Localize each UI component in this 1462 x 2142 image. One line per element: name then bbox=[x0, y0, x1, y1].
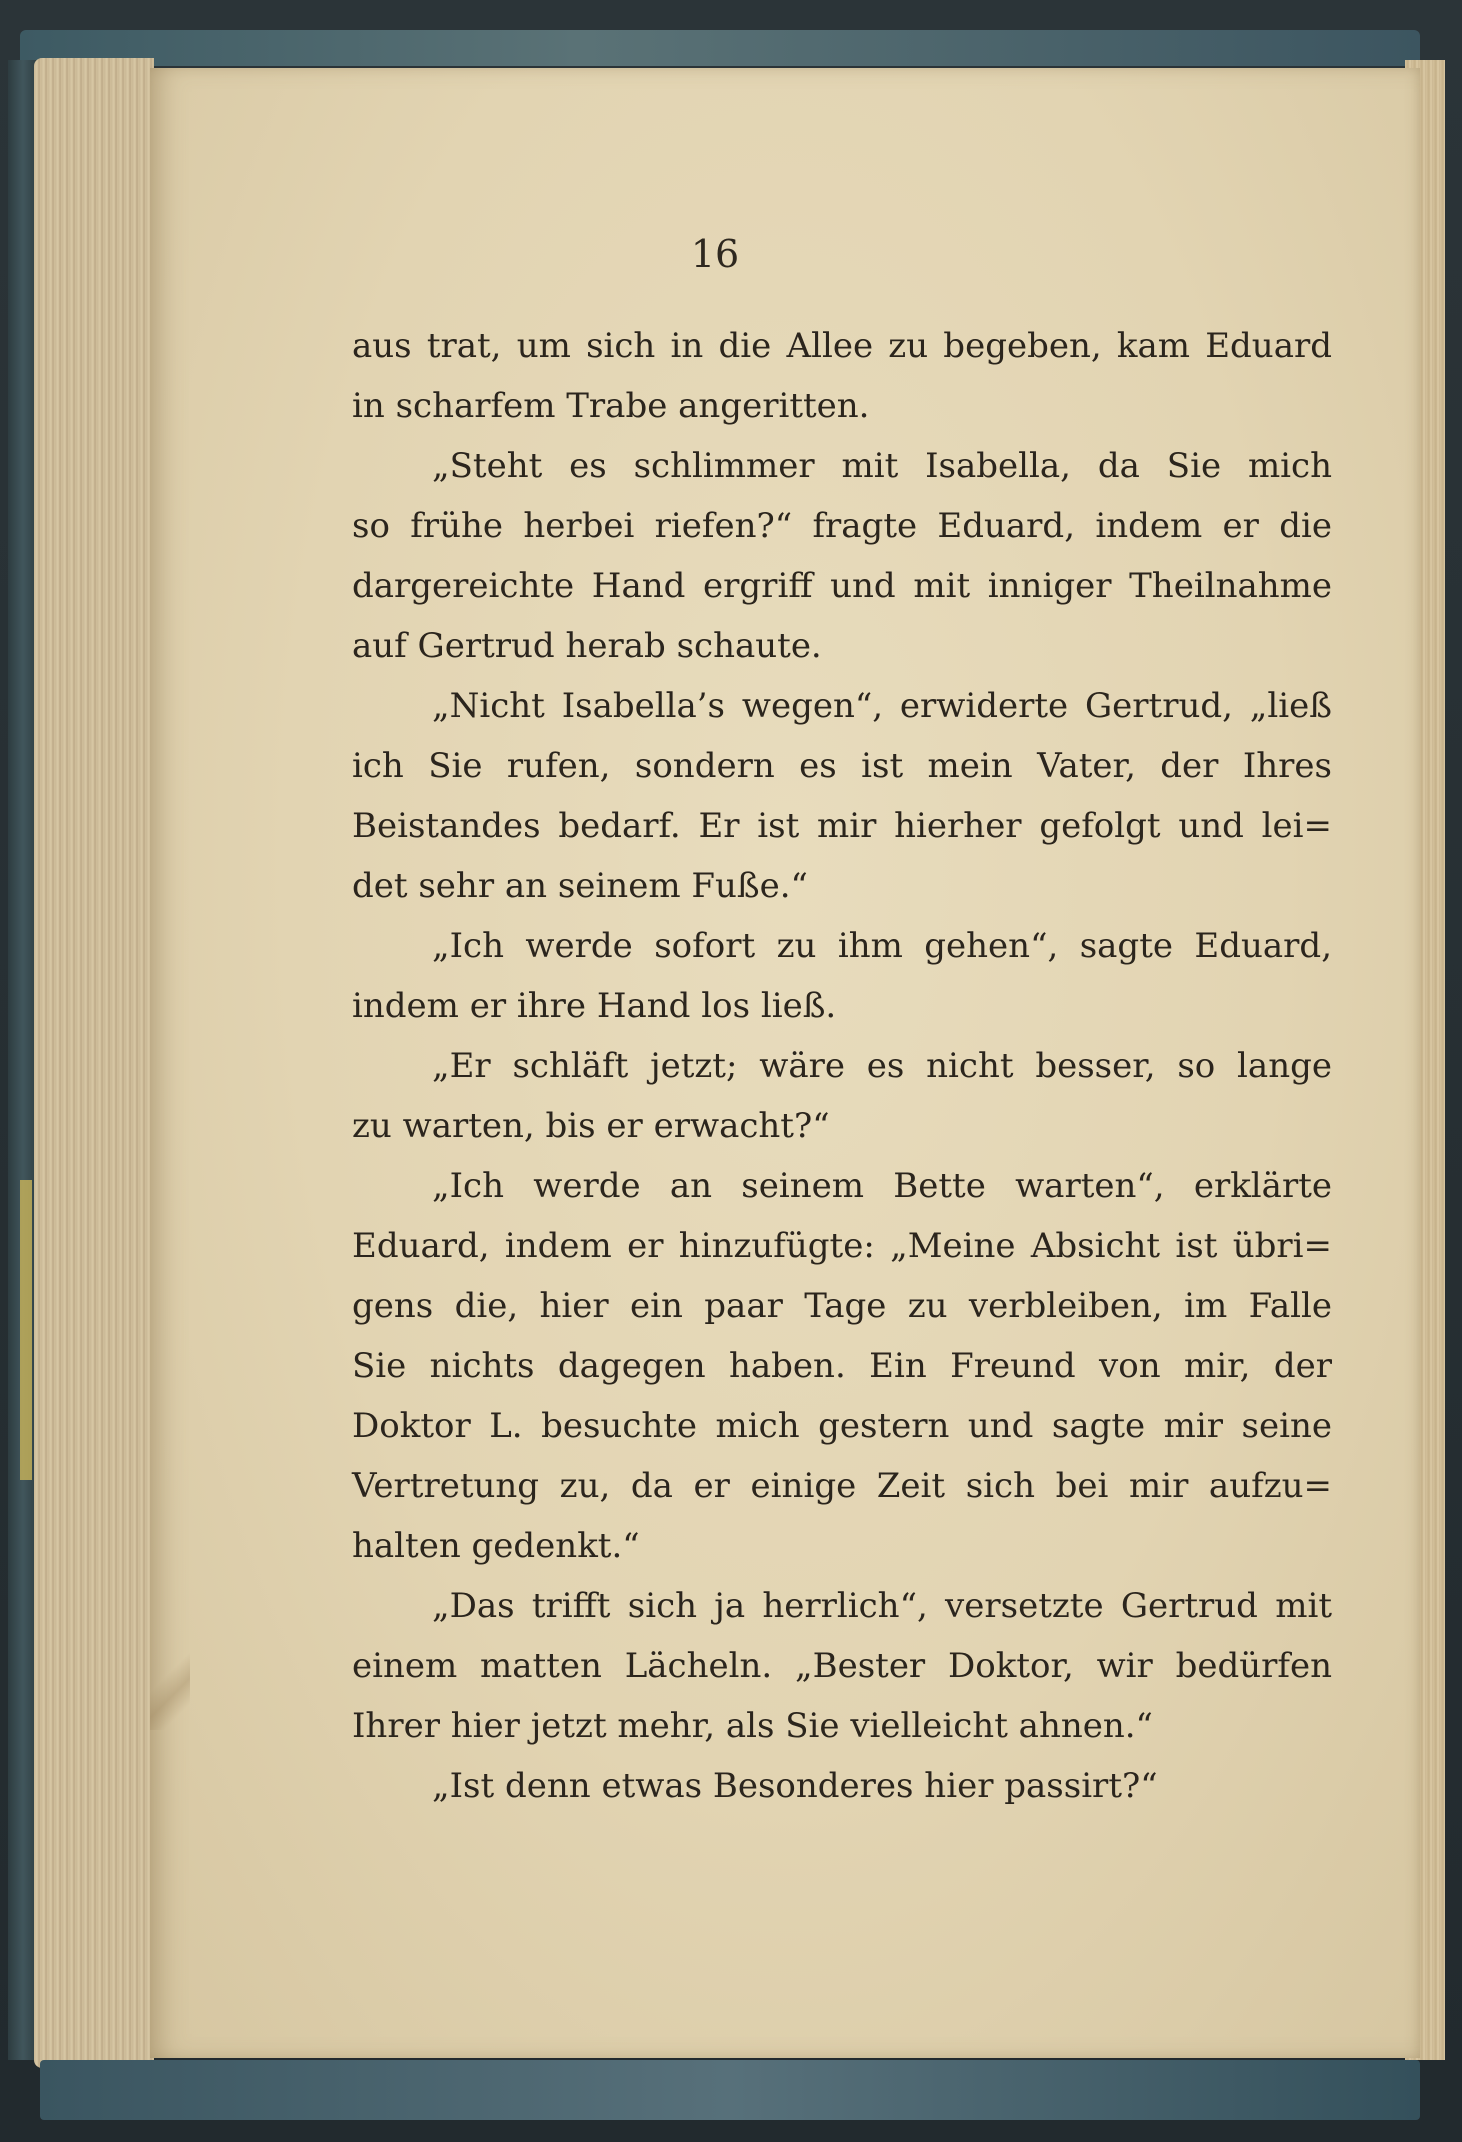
text-line: det sehr an seinem Fuße.“ bbox=[352, 866, 808, 906]
text-line: Vertretung zu, da er einige Zeit sich bei mir aufzu= bbox=[352, 1466, 1332, 1506]
spine-label-strip bbox=[20, 1180, 32, 1480]
text-line: zu warten, bis er erwacht?“ bbox=[352, 1106, 830, 1146]
text-line: „Das trifft sich ja herrlich“, versetzte Gertrud mit bbox=[432, 1586, 1332, 1626]
text-line: „Ist denn etwas Besonderes hier passirt?“ bbox=[432, 1766, 1158, 1806]
page-crease bbox=[150, 1640, 190, 1730]
page-text-block bbox=[352, 316, 1332, 1816]
text-line: dargereichte Hand ergriff und mit inniger Theilnahme bbox=[352, 566, 1332, 606]
text-line: aus trat, um sich in die Allee zu begeben, kam Eduard bbox=[352, 326, 1332, 366]
text-line: so frühe herbei riefen?“ fragte Eduard, indem er die bbox=[352, 506, 1332, 546]
text-line: Sie nichts dagegen haben. Ein Freund von mir, der bbox=[352, 1346, 1332, 1386]
cover-edge-top bbox=[20, 30, 1420, 66]
cover-edge-bottom bbox=[40, 2060, 1420, 2120]
text-line: ich Sie rufen, sondern es ist mein Vater, der Ihres bbox=[352, 746, 1332, 786]
text-line: gens die, hier ein paar Tage zu verbleiben, im Falle bbox=[352, 1286, 1332, 1326]
text-line: halten gedenkt.“ bbox=[352, 1526, 640, 1566]
text-line: „Er schläft jetzt; wäre es nicht besser, so lange bbox=[432, 1046, 1332, 1086]
text-line: „Ich werde an seinem Bette warten“, erklärte bbox=[432, 1166, 1332, 1206]
text-line: in scharfem Trabe angeritten. bbox=[352, 386, 870, 426]
text-line: Ihrer hier jetzt mehr, als Sie vielleicht ahnen.“ bbox=[352, 1706, 1153, 1746]
text-line: einem matten Lächeln. „Bester Doktor, wir bedürfen bbox=[352, 1646, 1332, 1686]
page-edges-left bbox=[34, 58, 154, 2068]
text-line: Beistandes bedarf. Er ist mir hierher gefolgt und lei= bbox=[352, 806, 1332, 846]
text-line: indem er ihre Hand los ließ. bbox=[352, 986, 837, 1026]
text-line: Doktor L. besuchte mich gestern und sagte mir seine bbox=[352, 1406, 1332, 1446]
text-line: auf Gertrud herab schaute. bbox=[352, 626, 822, 666]
page-number: 16 bbox=[690, 232, 740, 276]
text-line: „Steht es schlimmer mit Isabella, da Sie mich bbox=[432, 446, 1332, 486]
text-line: Eduard, indem er hinzufügte: „Meine Absicht ist übri= bbox=[352, 1226, 1332, 1266]
text-line: „Nicht Isabella’s wegen“, erwiderte Gertrud, „ließ bbox=[432, 686, 1332, 726]
text-line: „Ich werde sofort zu ihm gehen“, sagte Eduard, bbox=[432, 926, 1332, 966]
